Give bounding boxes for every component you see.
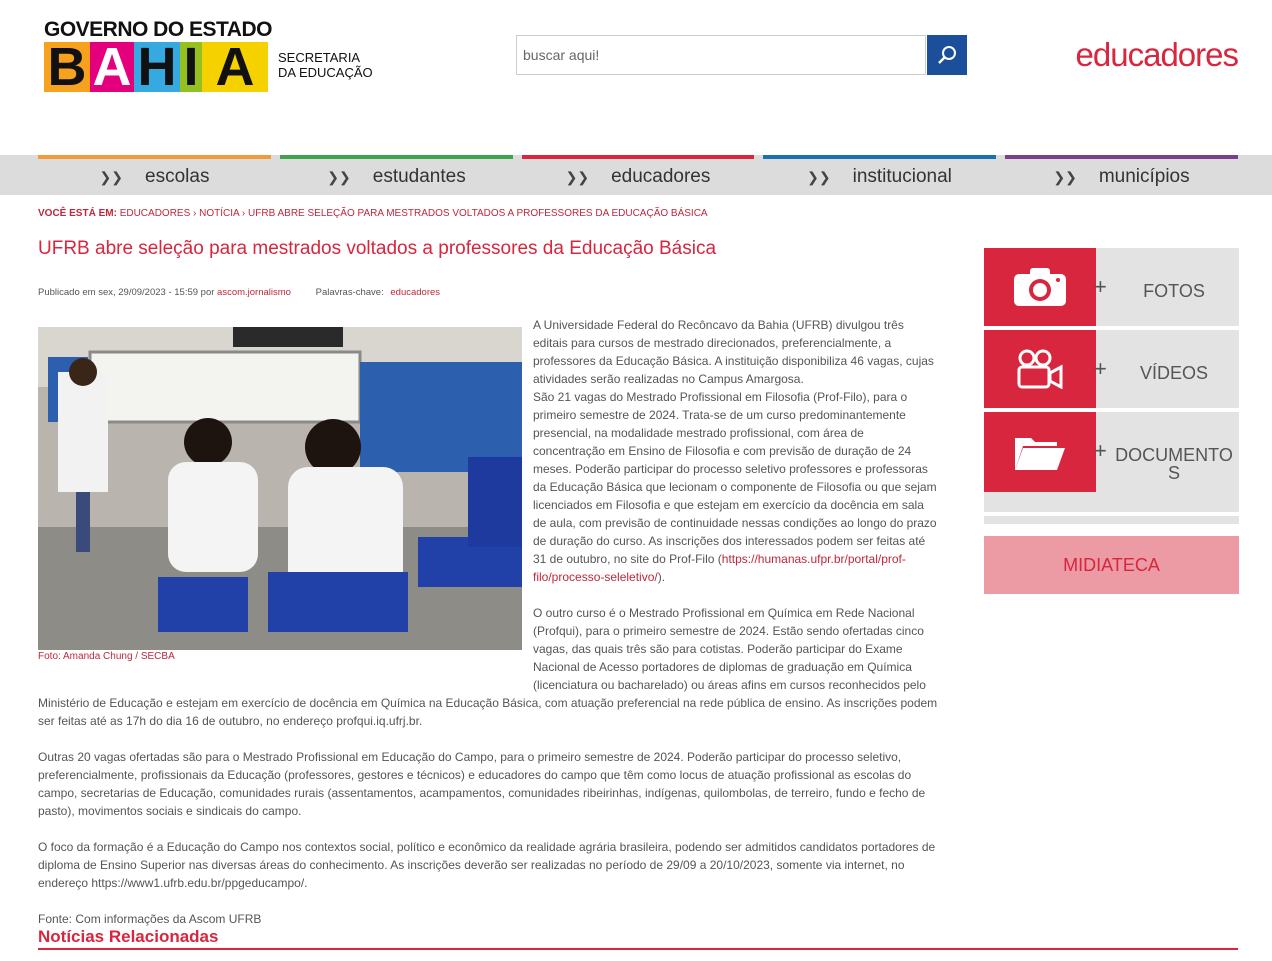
related-news-heading: Notícias Relacionadas [38, 927, 1238, 950]
article-source: Fonte: Com informações da Ascom UFRB [38, 912, 262, 926]
keyword-link[interactable]: educadores [390, 287, 441, 298]
breadcrumb-path[interactable]: EDUCADORES › NOTÍCIA › UFRB ABRE SELEÇÃO PARA MESTRADOS VOLTADOS A PROFESSORES DA EDUCAÇÃO BÁSICA [119, 208, 708, 219]
chevron-down-icon: ❯❯ [807, 168, 831, 185]
breadcrumb [38, 208, 708, 219]
sidebar-label: VÍDEOS [1139, 363, 1209, 383]
logo-secretaria-line: DA EDUCAÇÃO [278, 65, 373, 80]
nav-label: estudantes [372, 166, 466, 187]
nav-item-estudantes[interactable] [280, 155, 513, 195]
site-logo[interactable] [44, 18, 374, 97]
logo-letter: I [180, 42, 202, 92]
logo-letter: A [202, 42, 268, 92]
logo-secretaria-text [278, 50, 373, 80]
page-title: UFRB abre seleção para mestrados voltados a professores da Educação Básica [38, 238, 717, 259]
logo-letter: A [90, 42, 134, 92]
keywords-label: Palavras-chave: [315, 287, 384, 298]
sidebar-label: FOTOS [1143, 281, 1205, 301]
author-link[interactable]: ascom.jornalismo [217, 287, 291, 298]
paragraph-end: ). [657, 570, 666, 584]
midiateca-button[interactable]: MIDIATECA [984, 536, 1239, 594]
paragraph: Outras 20 vagas ofertadas são para o Mestrado Profissional em Educação do Campo, para o primeiro semestre de 2024. Poderão participar do processo seletivo, preferencialmente, profissionais da Educação (professores, gestores e técnicos) e educadores do campo que têm como locus de atuação profissional as escolas do campo, secretarias de Educação, comunidades rurais (assentamentos, acampamentos, comunidades ribeirinhas, indígenas, quilombolas, de terreiro, fundo e fecho de pasto), movimentos sociais e sindicais do campo. [38, 750, 926, 818]
video-camera-icon [984, 330, 1096, 408]
logo-governo-text: GOVERNO DO ESTADO [44, 18, 272, 41]
article-meta [38, 287, 440, 298]
camera-icon [984, 248, 1096, 326]
article-body-top [533, 316, 939, 586]
paragraph: O outro curso é o Mestrado Profissional em Química em Rede Nacional (Profqui), para o primeiro semestre de 2024. Estão sendo ofertadas cinco vagas, das quais três são para cotistas. Poderão participar do Exame Nacional de Acesso portadores de diplomas de graduação em Química (licenciatura ou bacharelado) ou áreas afins em cursos reconhecidos pelo [533, 606, 926, 692]
search-input[interactable] [516, 35, 926, 75]
breadcrumb-prefix: VOCÊ ESTÁ EM: [38, 208, 117, 219]
sidebar-documentos[interactable] [984, 412, 1239, 524]
article-photo [38, 327, 522, 650]
published-date: Publicado em sex, 29/09/2023 - 15:59 por [38, 287, 215, 298]
sidebar-videos[interactable] [984, 330, 1239, 408]
nav-label: institucional [852, 166, 952, 187]
plus-icon: + [1094, 274, 1107, 299]
logo-letter: B [44, 42, 90, 92]
paragraph: A Universidade Federal do Recôncavo da Bahia (UFRB) divulgou três editais para cursos de mestrado direcionados, preferencialmente, a professores da Educação Básica. A instituição disponibiliza 46 vagas, cujas atividades serão realizadas no Campus Amargosa. [533, 318, 934, 386]
plus-icon: + [1094, 438, 1107, 463]
folder-icon [984, 412, 1096, 492]
main-nav [0, 155, 1272, 195]
paragraph: Ministério de Educação e estejam em exercício de docência em Química na Educação Básica, com atuação preferencial na rede pública de ensino. As inscrições podem ser feitas até as 17h do dia 16 de outubro, no endereço profqui.iq.ufrj.br. [38, 696, 938, 728]
plus-icon: + [1094, 356, 1107, 381]
prof-filo-link[interactable]: https://humanas.ufpr.br/portal/prof-filo/processo-seleletivo/ [533, 552, 906, 584]
logo-bahia-wordmark [44, 37, 269, 97]
search-icon [936, 44, 958, 66]
nav-label: educadores [611, 166, 711, 187]
search-button[interactable] [927, 35, 967, 75]
photo-caption: Foto: Amanda Chung / SECBA [38, 651, 175, 662]
logo-secretaria-line: SECRETARIA [278, 50, 361, 65]
sidebar-fotos[interactable] [984, 248, 1239, 326]
nav-item-municipios[interactable] [1005, 155, 1238, 195]
nav-label: municípios [1098, 166, 1190, 187]
nav-item-educadores[interactable] [522, 155, 754, 195]
logo-letter: H [134, 42, 180, 92]
paragraph: São 21 vagas do Mestrado Profissional em Filosofia (Prof-Filo), para o primeiro semestre de 2024. Trata-se de um curso predominantemente presencial, na modalidade mestrado profissional, com área de concentração em Ensino de Filosofia e com previsão de duração de 24 meses. Poderão participar do processo seletivo professores e professoras da Educação Básica que lecionam o componente de Filosofia ou que sejam licenciados em Filosofia e que estejam em exercício da docência em sala de aula, com previsão de continuidade nessas condições ao longo do prazo de duração do curso. As inscrições dos interessados podem ser feitas até 31 de outubro, no site do Prof-Filo ( [533, 390, 937, 566]
nav-item-escolas[interactable] [38, 155, 271, 195]
nav-label: escolas [145, 166, 210, 187]
chevron-down-icon: ❯❯ [327, 168, 351, 185]
chevron-down-icon: ❯❯ [565, 168, 590, 185]
divider [984, 512, 1239, 516]
section-brand[interactable]: educadores [1075, 36, 1238, 73]
paragraph: O foco da formação é a Educação do Campo nos contextos social, político e econômico da realidade agrária brasileira, podendo ser admitidos candidatos portadores de diploma de Ensino Superior nas diversas áreas do conhecimento. As inscrições deverão ser realizadas no período de 29/09 a 20/10/2023, somente via internet, no endereço https://www1.ufrb.edu.br/ppgeducampo/. [38, 840, 936, 890]
chevron-down-icon: ❯❯ [1053, 168, 1077, 185]
chevron-down-icon: ❯❯ [99, 168, 124, 185]
nav-item-institucional[interactable] [763, 155, 996, 195]
sidebar-label: DOCUMENTOS [1115, 445, 1233, 483]
